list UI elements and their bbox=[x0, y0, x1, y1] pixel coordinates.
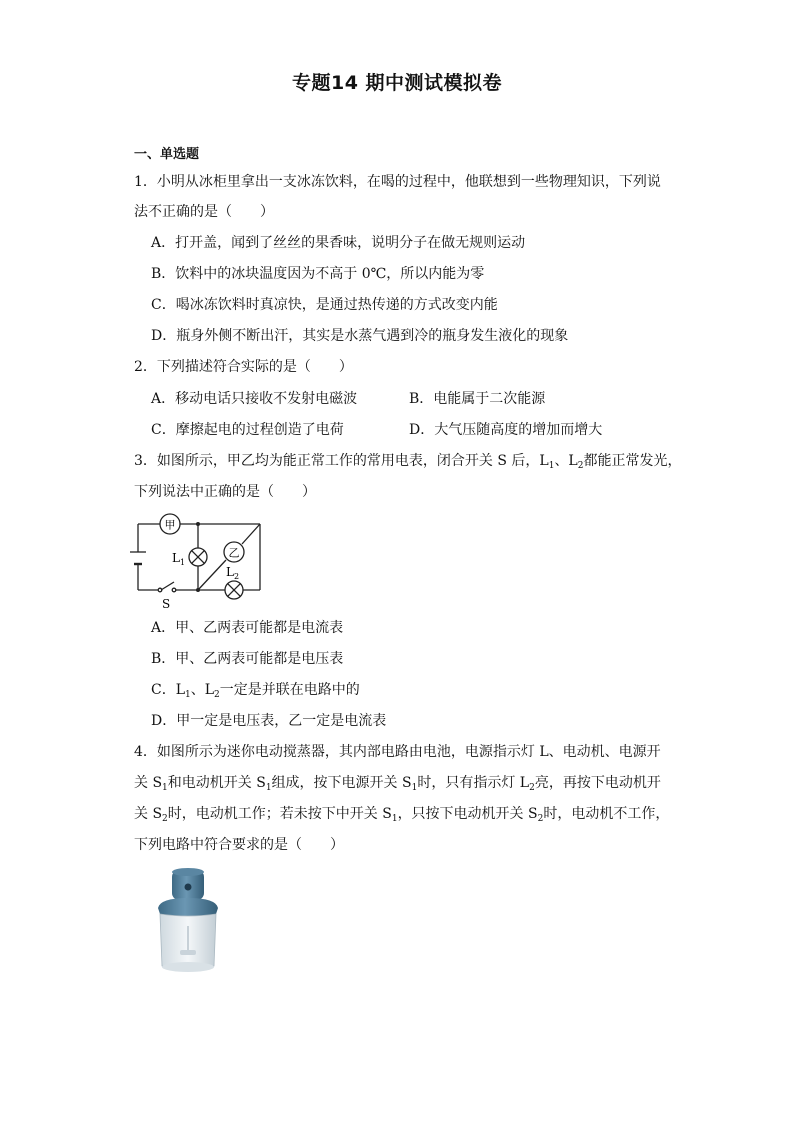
q1-option-a[interactable]: A．打开盖，闻到了丝丝的果香味，说明分子在做无规则运动 bbox=[151, 235, 526, 251]
lamp-l1-label: $L_1$ bbox=[172, 551, 186, 567]
switch-label: S bbox=[162, 597, 171, 611]
q4-stem-line4: 下列电路中符合要求的是（ ） bbox=[134, 837, 344, 853]
q2-option-d[interactable]: D．大气压随高度的增加而增大 bbox=[409, 422, 603, 438]
meter-yi-symbol bbox=[224, 542, 244, 562]
q3-stem-line2: 下列说法中正确的是（ ） bbox=[134, 484, 316, 500]
q1-stem-line2: 法不正确的是（ ） bbox=[134, 204, 274, 220]
q3-option-c[interactable]: C．$L_1$、$L_2$一定是并联在电路中的 bbox=[151, 682, 360, 700]
q3-option-b[interactable]: B．甲、乙两表可能都是电压表 bbox=[151, 651, 344, 667]
section-heading-single-choice: 一、单选题 bbox=[134, 147, 200, 162]
q2-option-b[interactable]: B．电能属于二次能源 bbox=[409, 391, 546, 407]
lamp-l2-label: $L_2$ bbox=[226, 565, 240, 581]
q1-option-d[interactable]: D．瓶身外侧不断出汗，其实是水蒸气遇到冷的瓶身发生液化的现象 bbox=[151, 328, 569, 344]
q4-stem-line1: 4．如图所示为迷你电动搅蒸器，其内部电路由电池，电源指示灯 L、电动机、电源开 bbox=[134, 744, 661, 760]
svg-text:甲: 甲 bbox=[164, 518, 176, 532]
switch-symbol bbox=[158, 582, 176, 592]
q3-option-d[interactable]: D．甲一定是电压表，乙一定是电流表 bbox=[151, 713, 387, 729]
q1-stem-line1: 1．小明从冰柜里拿出一支冰冻饮料，在喝的过程中，他联想到一些物理知识，下列说 bbox=[134, 174, 661, 190]
q4-stem-line2: 关 $S_1$和电动机开关 $S_1$组成，按下电源开关 $S_1$时，只有指示灯 $L_2$亮，再按下电动机开 bbox=[134, 775, 661, 793]
battery-symbol bbox=[130, 552, 146, 564]
q2-option-c[interactable]: C．摩擦起电的过程创造了电荷 bbox=[151, 422, 344, 438]
blender-image bbox=[148, 866, 228, 978]
q2-stem: 2．下列描述符合实际的是（ ） bbox=[134, 359, 353, 375]
q1-option-b[interactable]: B．饮料中的冰块温度因为不高于 0℃，所以内能为零 bbox=[151, 266, 485, 282]
meter-jia-symbol bbox=[160, 514, 180, 534]
q3-stem-line1: 3．如图所示，甲乙均为能正常工作的常用电表，闭合开关 S 后，$L_1$、$L_2$都能正常发光， bbox=[134, 453, 682, 471]
lamp-l2-symbol bbox=[225, 581, 243, 599]
svg-text:乙: 乙 bbox=[228, 546, 240, 560]
q2-option-a[interactable]: A．移动电话只接收不发射电磁波 bbox=[151, 391, 358, 407]
q1-option-c[interactable]: C．喝冰冻饮料时真凉快，是通过热传递的方式改变内能 bbox=[151, 297, 498, 313]
q4-stem-line3: 关 $S_2$时，电动机工作；若未按下中开关 $S_1$，只按下电动机开关 $S_2$时，电动机不工作， bbox=[134, 806, 670, 824]
lamp-l1-symbol bbox=[189, 548, 207, 566]
circuit-diagram bbox=[128, 510, 278, 615]
page-title: 专题14 期中测试模拟卷 bbox=[291, 72, 503, 94]
q3-option-a[interactable]: A．甲、乙两表可能都是电流表 bbox=[151, 620, 344, 636]
